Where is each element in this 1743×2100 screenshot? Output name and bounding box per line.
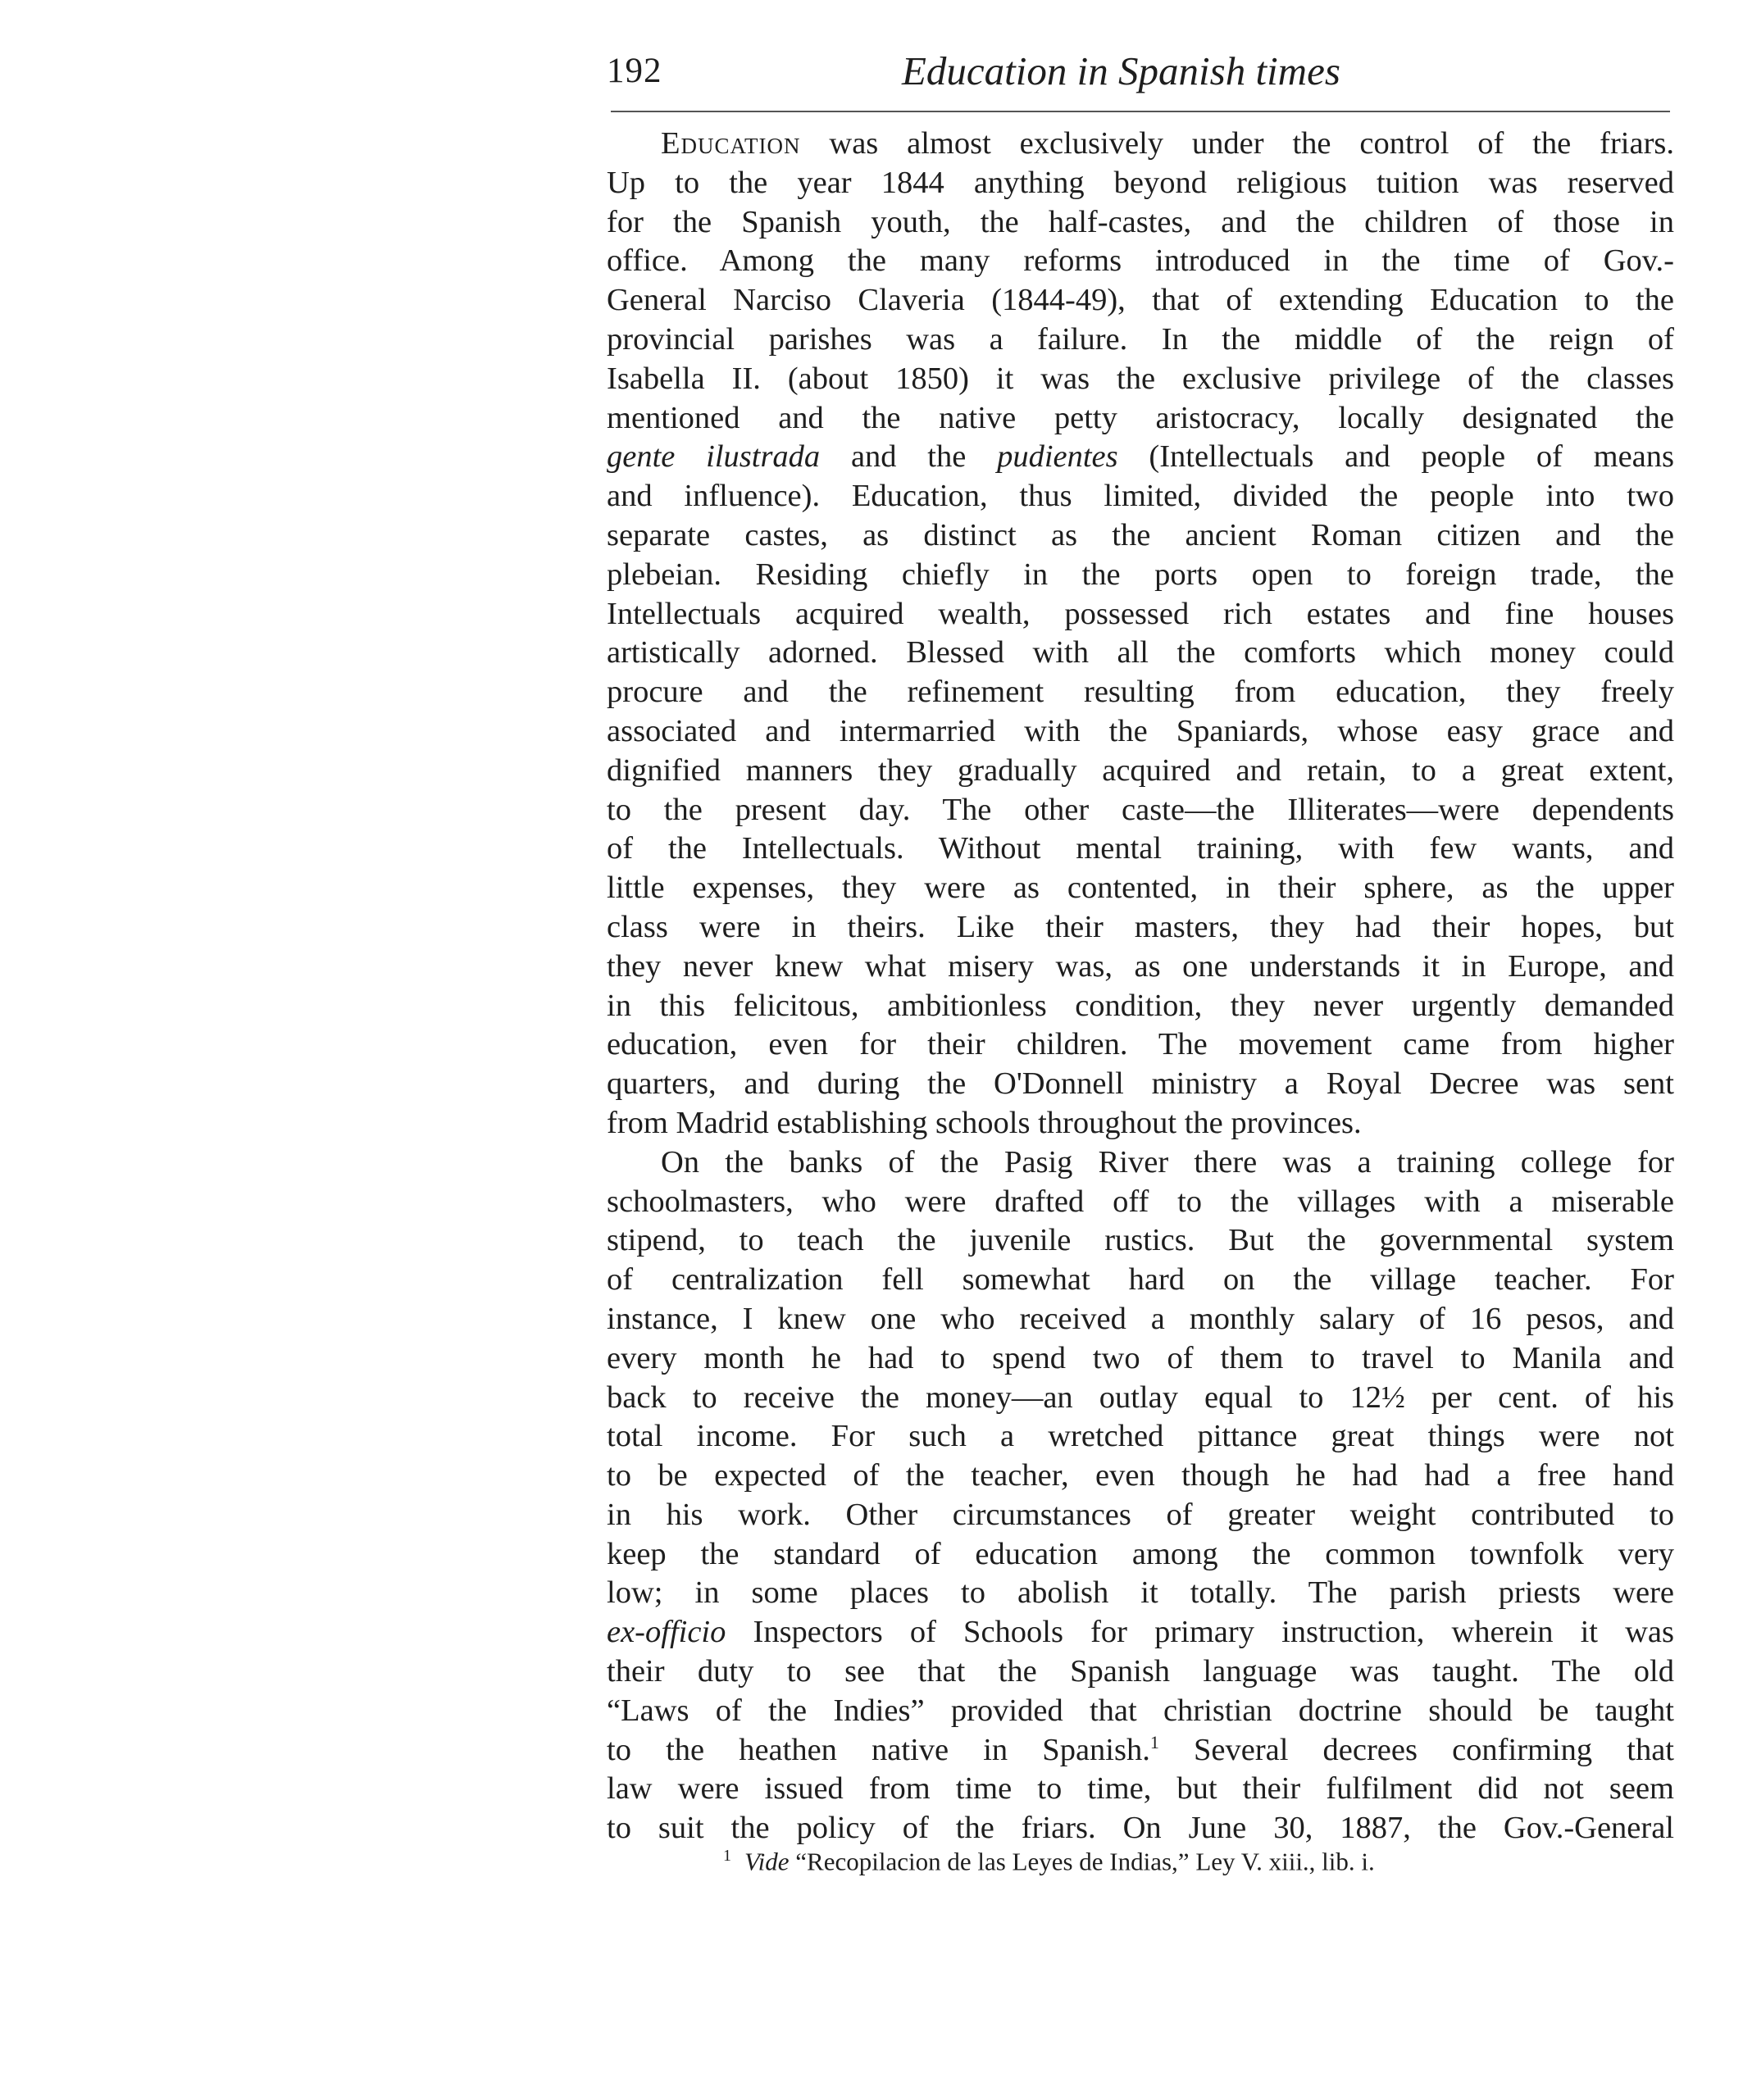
drop-word: Education	[661, 126, 801, 161]
text-line: they never knew what misery was, as one understands it in Europe, and	[607, 948, 1674, 984]
text-line: stipend, to teach the juvenile rustics. But the governmental system	[607, 1223, 1674, 1258]
text-line: class were in theirs. Like their masters, they had their hopes, but	[607, 909, 1674, 944]
running-head	[607, 43, 1672, 108]
text-line: in this felicitous, ambitionless condition, they never urgently demanded	[607, 988, 1674, 1023]
text-line: law were issued from time to time, but their fulfilment did not seem	[607, 1771, 1674, 1807]
header-rule	[611, 111, 1670, 112]
text-line: of centralization fell somewhat hard on the village teacher. For	[607, 1262, 1674, 1298]
text-line: General Narciso Claveria (1844-49), that of extending Education to the	[607, 283, 1674, 318]
text-line: office. Among the many reforms introduced in the time of Gov.-	[607, 243, 1674, 279]
text-line: gente ilustrada and the pudientes (Intellectuals and people of means	[607, 439, 1674, 475]
text-line: Isabella II. (about 1850) it was the exclusive privilege of the classes	[607, 361, 1674, 396]
text-line: procure and the refinement resulting from education, they freely	[607, 675, 1674, 710]
footnote-marker: 1	[723, 1847, 731, 1865]
page-number: 192	[607, 52, 662, 90]
text-line: instance, I knew one who received a monthly salary of 16 pesos, and	[607, 1301, 1674, 1336]
text-line: plebeian. Residing chiefly in the ports open to foreign trade, the	[607, 557, 1674, 592]
text-line: their duty to see that the Spanish language was taught. The old	[607, 1654, 1674, 1689]
text-line: Intellectuals acquired wealth, possessed rich estates and fine houses	[607, 596, 1674, 631]
italic-term: pudientes	[997, 439, 1118, 475]
footnote-text: “Recopilacion de las Leyes de Indias,” Ley V. xiii., lib. i.	[789, 1847, 1375, 1876]
text-line: dignified manners they gradually acquired and retain, to a great extent,	[607, 752, 1674, 788]
footnote	[723, 1847, 1375, 1876]
text-line: schoolmasters, who were drafted off to the villages with a miserable	[607, 1184, 1674, 1219]
text-line: every month he had to spend two of them to travel to Manila and	[607, 1340, 1674, 1375]
text-line: ex-officio Inspectors of Schools for primary instruction, wherein it was	[607, 1615, 1674, 1650]
text-line: to be expected of the teacher, even though he had had a free hand	[607, 1458, 1674, 1493]
text-line: Up to the year 1844 anything beyond religious tuition was reserved	[607, 165, 1674, 200]
text-line: separate castes, as distinct as the ancient Roman citizen and the	[607, 517, 1674, 552]
text-line: of the Intellectuals. Without mental training, with few wants, and	[607, 831, 1674, 866]
text-line: artistically adorned. Blessed with all the comforts which money could	[607, 635, 1674, 670]
text-line: and influence). Education, thus limited, divided the people into two	[607, 479, 1674, 514]
text-line: from Madrid establishing schools throughout the provinces.	[607, 1105, 1362, 1140]
text-line: total income. For such a wretched pittance great things were not	[607, 1419, 1674, 1454]
text-line: to the heathen native in Spanish.$^1$ Several decrees confirming that	[607, 1731, 1675, 1767]
footnote-vide: Vide	[744, 1847, 790, 1876]
text-line: little expenses, they were as contented, in their sphere, as the upper	[607, 870, 1674, 906]
text-line: associated and intermarried with the Spaniards, whose easy grace and	[607, 713, 1674, 748]
italic-term: gente ilustrada	[607, 439, 821, 475]
text-line: education, even for their children. The movement came from higher	[607, 1027, 1674, 1062]
text-line: for the Spanish youth, the half-castes, and the children of those in	[607, 204, 1674, 239]
italic-term: ex-officio	[607, 1615, 726, 1650]
text-line: low; in some places to abolish it totally. The parish priests were	[607, 1575, 1674, 1611]
text-line: mentioned and the native petty aristocracy, locally designated the	[607, 400, 1674, 435]
text-line: to suit the policy of the friars. On June 30, 1887, the Gov.-General	[607, 1811, 1674, 1846]
text-line: keep the standard of education among the common townfolk very	[607, 1536, 1674, 1571]
text-line: provincial parishes was a failure. In the middle of the reign of	[607, 321, 1674, 357]
text-line: Education was almost exclusively under the control of the friars.	[661, 126, 1674, 161]
text-line: in his work. Other circumstances of greater weight contributed to	[607, 1497, 1674, 1532]
footnote-reference[interactable]: 1	[1149, 1731, 1159, 1752]
text-line: to the present day. The other caste—the Illiterates—were dependents	[607, 792, 1674, 827]
text-line: back to receive the money—an outlay equal to 12½ per cent. of his	[607, 1380, 1674, 1415]
text-line: On the banks of the Pasig River there was a training college for	[661, 1144, 1674, 1180]
running-title: Education in Spanish times	[902, 48, 1340, 93]
text-line: quarters, and during the O'Donnell ministry a Royal Decree was sent	[607, 1066, 1674, 1102]
text-line: “Laws of the Indies” provided that christian doctrine should be taught	[607, 1693, 1674, 1728]
body-text	[607, 125, 1674, 1848]
